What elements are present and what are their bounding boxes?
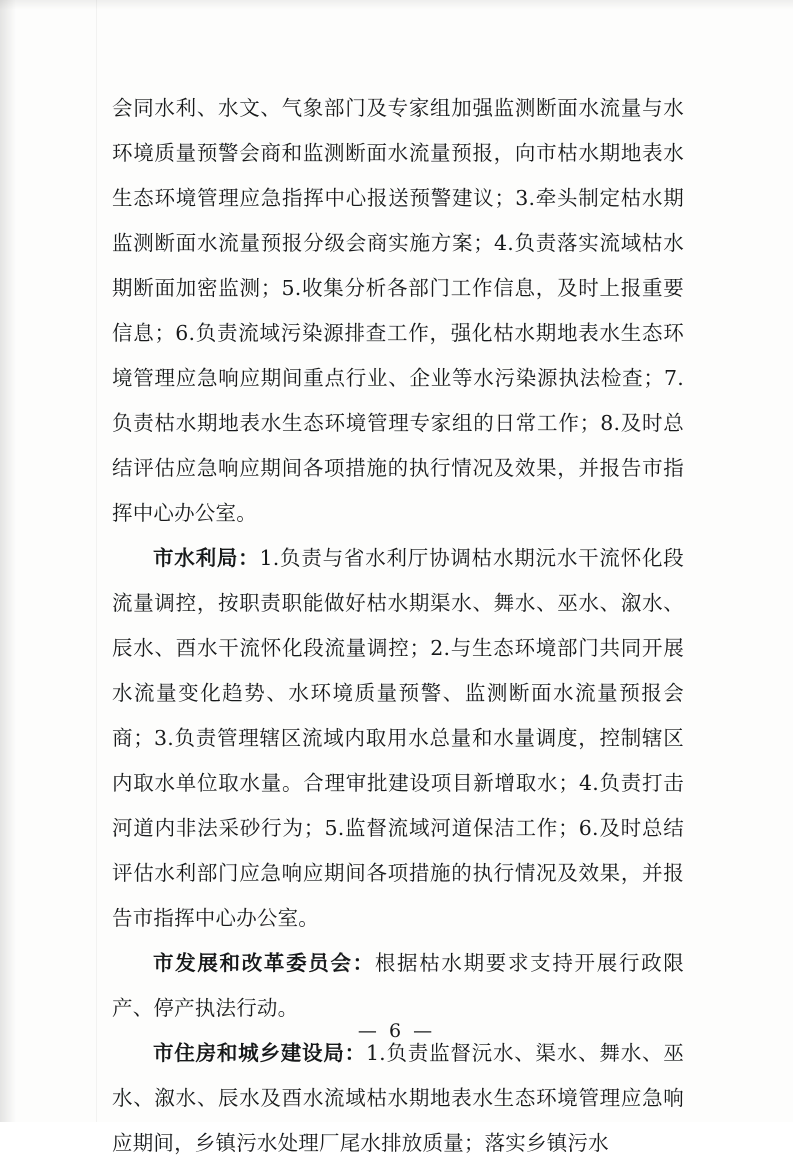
paragraph-4-lead: 市住房和城乡建设局： [153,1041,366,1065]
paragraph-3 [112,941,684,1031]
paragraph-2-text: 1.负责与省水利厅协调枯水期沅水干流怀化段流量调控，按职责职能做好枯水期渠水、舞水、巫水、溆水、辰水、酉水干流怀化段流量调控；2.与生态环境部门共同开展水流量变化趋势、水环境质量预警、监测断面水流量预报会商；3.负责管理辖区流域内取用水总量和水量调度，控制辖区内取水单位取水量。合理审批建设项目新增取水；4.负责打击河道内非法采砂行为；5.监督流域河道保洁工作；6.及时总结评估水利部门应急响应期间各项措施的执行情况及效果，并报告市指挥中心办公室。 [112,546,684,930]
page-number: — 6 — [357,1020,436,1042]
paragraph-1-text: 会同水利、水文、气象部门及专家组加强监测断面水流量与水环境质量预警会商和监测断面水流量预报，向市枯水期地表水生态环境管理应急指挥中心报送预警建议；3.牵头制定枯水期监测断面水流量预报分级会商实施方案；4.负责落实流域枯水期断面加密监测；5.收集分析各部门工作信息，及时上报重要信息；6.负责流域污染源排查工作，强化枯水期地表水生态环境管理应急响应期间重点行业、企业等水污染源执法检查；7.负责枯水期地表水生态环境管理专家组的日常工作；8.及时总结评估应急响应期间各项措施的执行情况及效果，并报告市指挥中心办公室。 [112,96,684,525]
paragraph-1 [112,86,684,536]
paragraph-2-lead: 市水利局： [153,546,260,570]
paragraph-3-lead: 市发展和改革委员会： [153,951,375,975]
paragraph-4 [112,1031,684,1166]
paragraph-2 [112,536,684,941]
page-edge-shadow-top [0,0,793,10]
paragraph-4-text: 1.负责监督沅水、渠水、舞水、巫水、溆水、辰水及酉水流域枯水期地表水生态环境管理应急响应期间，乡镇污水处理厂尾水排放质量；落实乡镇污水 [112,1041,684,1155]
page-fold-line [96,0,97,1122]
document-body [112,86,684,1166]
page-edge-shadow-left [0,0,16,1122]
paragraph-3-text: 根据枯水期要求支持开展行政限产、停产执法行动。 [112,951,684,1020]
